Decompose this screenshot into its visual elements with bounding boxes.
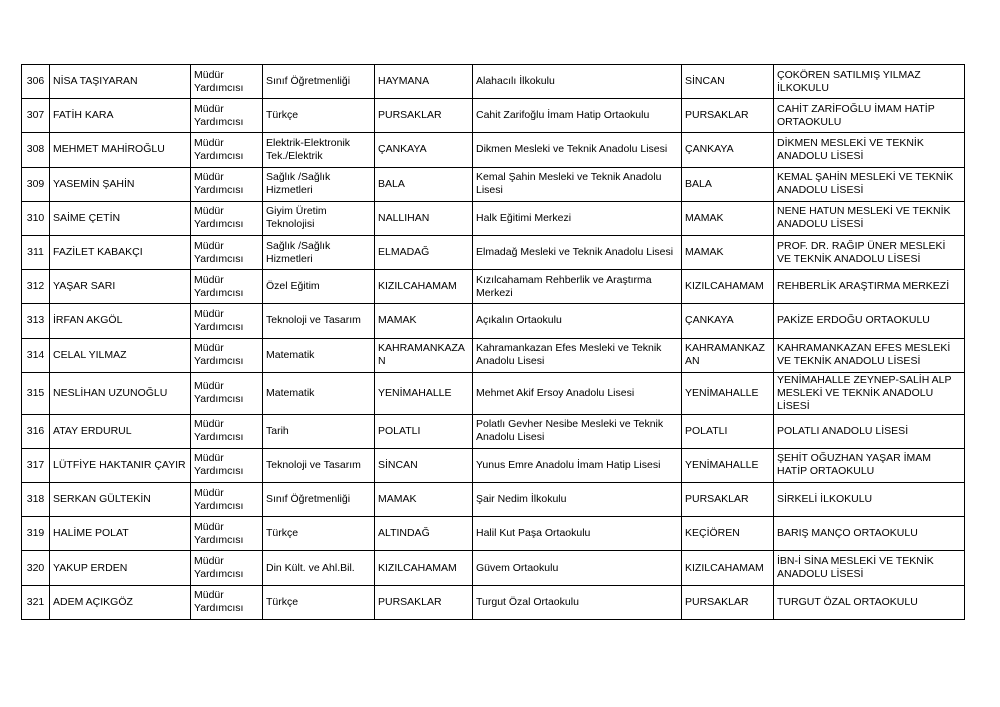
current-school: Güvem Ortaokulu bbox=[473, 551, 682, 585]
current-school: Yunus Emre Anadolu İmam Hatip Lisesi bbox=[473, 448, 682, 482]
assigned-district: PURSAKLAR bbox=[682, 585, 774, 619]
branch: Din Kült. ve Ahl.Bil. bbox=[263, 551, 375, 585]
row-number: 319 bbox=[22, 517, 50, 551]
row-number: 306 bbox=[22, 65, 50, 99]
current-school: Kemal Şahin Mesleki ve Teknik Anadolu Lisesi bbox=[473, 167, 682, 201]
assigned-school: DİKMEN MESLEKİ VE TEKNİK ANADOLU LİSESİ bbox=[774, 133, 965, 167]
row-number: 314 bbox=[22, 338, 50, 372]
table-row bbox=[22, 338, 965, 372]
current-school: Mehmet Akif Ersoy Anadolu Lisesi bbox=[473, 372, 682, 414]
branch: Giyim Üretim Teknolojisi bbox=[263, 201, 375, 235]
assigned-district: KAHRAMANKAZAN bbox=[682, 338, 774, 372]
position: Müdür Yardımcısı bbox=[191, 304, 263, 338]
position: Müdür Yardımcısı bbox=[191, 517, 263, 551]
branch: Matematik bbox=[263, 338, 375, 372]
position: Müdür Yardımcısı bbox=[191, 167, 263, 201]
assigned-school: YENİMAHALLE ZEYNEP-SALİH ALP MESLEKİ VE TEKNİK ANADOLU LİSESİ bbox=[774, 372, 965, 414]
assigned-district: KEÇİÖREN bbox=[682, 517, 774, 551]
person-name: İRFAN AKGÖL bbox=[50, 304, 191, 338]
person-name: NESLİHAN UZUNOĞLU bbox=[50, 372, 191, 414]
assigned-school: ŞEHİT OĞUZHAN YAŞAR İMAM HATİP ORTAOKULU bbox=[774, 448, 965, 482]
position: Müdür Yardımcısı bbox=[191, 65, 263, 99]
current-school: Alahacılı İlkokulu bbox=[473, 65, 682, 99]
table-row bbox=[22, 167, 965, 201]
person-name: SAİME ÇETİN bbox=[50, 201, 191, 235]
table-row bbox=[22, 551, 965, 585]
assigned-district: SİNCAN bbox=[682, 65, 774, 99]
position: Müdür Yardımcısı bbox=[191, 338, 263, 372]
person-name: ADEM AÇIKGÖZ bbox=[50, 585, 191, 619]
branch: Matematik bbox=[263, 372, 375, 414]
row-number: 317 bbox=[22, 448, 50, 482]
current-district: ALTINDAĞ bbox=[375, 517, 473, 551]
row-number: 321 bbox=[22, 585, 50, 619]
assigned-school: PAKİZE ERDOĞU ORTAOKULU bbox=[774, 304, 965, 338]
position: Müdür Yardımcısı bbox=[191, 235, 263, 269]
person-name: ATAY ERDURUL bbox=[50, 414, 191, 448]
assignment-table bbox=[21, 64, 965, 620]
assigned-district: YENİMAHALLE bbox=[682, 372, 774, 414]
row-number: 308 bbox=[22, 133, 50, 167]
row-number: 307 bbox=[22, 99, 50, 133]
table-row bbox=[22, 448, 965, 482]
current-district: BALA bbox=[375, 167, 473, 201]
branch: Sınıf Öğretmenliği bbox=[263, 483, 375, 517]
current-school: Dikmen Mesleki ve Teknik Anadolu Lisesi bbox=[473, 133, 682, 167]
assigned-district: KIZILCAHAMAM bbox=[682, 551, 774, 585]
branch: Teknoloji ve Tasarım bbox=[263, 304, 375, 338]
table-row bbox=[22, 372, 965, 414]
person-name: HALİME POLAT bbox=[50, 517, 191, 551]
position: Müdür Yardımcısı bbox=[191, 99, 263, 133]
table-row bbox=[22, 304, 965, 338]
assigned-school: POLATLI ANADOLU LİSESİ bbox=[774, 414, 965, 448]
assigned-school: PROF. DR. RAĞIP ÜNER MESLEKİ VE TEKNİK ANADOLU LİSESİ bbox=[774, 235, 965, 269]
row-number: 318 bbox=[22, 483, 50, 517]
assigned-district: KIZILCAHAMAM bbox=[682, 270, 774, 304]
position: Müdür Yardımcısı bbox=[191, 483, 263, 517]
current-school: Elmadağ Mesleki ve Teknik Anadolu Lisesi bbox=[473, 235, 682, 269]
table-row bbox=[22, 517, 965, 551]
row-number: 313 bbox=[22, 304, 50, 338]
current-district: NALLIHAN bbox=[375, 201, 473, 235]
assigned-district: ÇANKAYA bbox=[682, 304, 774, 338]
assigned-school: İBN-İ SİNA MESLEKİ VE TEKNİK ANADOLU LİSESİ bbox=[774, 551, 965, 585]
assigned-school: TURGUT ÖZAL ORTAOKULU bbox=[774, 585, 965, 619]
current-school: Kızılcahamam Rehberlik ve Araştırma Merkezi bbox=[473, 270, 682, 304]
current-district: KAHRAMANKAZAN bbox=[375, 338, 473, 372]
table-row bbox=[22, 65, 965, 99]
branch: Teknoloji ve Tasarım bbox=[263, 448, 375, 482]
position: Müdür Yardımcısı bbox=[191, 270, 263, 304]
person-name: SERKAN GÜLTEKİN bbox=[50, 483, 191, 517]
assigned-district: YENİMAHALLE bbox=[682, 448, 774, 482]
assigned-school: REHBERLİK ARAŞTIRMA MERKEZİ bbox=[774, 270, 965, 304]
table-row bbox=[22, 133, 965, 167]
person-name: NİSA TAŞIYARAN bbox=[50, 65, 191, 99]
branch: Türkçe bbox=[263, 99, 375, 133]
branch: Özel Eğitim bbox=[263, 270, 375, 304]
position: Müdür Yardımcısı bbox=[191, 372, 263, 414]
position: Müdür Yardımcısı bbox=[191, 448, 263, 482]
position: Müdür Yardımcısı bbox=[191, 133, 263, 167]
current-school: Şair Nedim İlkokulu bbox=[473, 483, 682, 517]
assigned-school: KAHRAMANKAZAN EFES MESLEKİ VE TEKNİK ANADOLU LİSESİ bbox=[774, 338, 965, 372]
person-name: YASEMİN ŞAHİN bbox=[50, 167, 191, 201]
current-district: HAYMANA bbox=[375, 65, 473, 99]
current-school: Halk Eğitimi Merkezi bbox=[473, 201, 682, 235]
person-name: YAŞAR SARI bbox=[50, 270, 191, 304]
assigned-district: PURSAKLAR bbox=[682, 483, 774, 517]
current-school: Polatlı Gevher Nesibe Mesleki ve Teknik Anadolu Lisesi bbox=[473, 414, 682, 448]
assigned-district: POLATLI bbox=[682, 414, 774, 448]
table-row bbox=[22, 235, 965, 269]
position: Müdür Yardımcısı bbox=[191, 551, 263, 585]
branch: Sınıf Öğretmenliği bbox=[263, 65, 375, 99]
table-row bbox=[22, 483, 965, 517]
assigned-district: MAMAK bbox=[682, 201, 774, 235]
position: Müdür Yardımcısı bbox=[191, 585, 263, 619]
person-name: YAKUP ERDEN bbox=[50, 551, 191, 585]
table-row bbox=[22, 201, 965, 235]
assigned-district: MAMAK bbox=[682, 235, 774, 269]
current-district: KIZILCAHAMAM bbox=[375, 270, 473, 304]
assigned-district: ÇANKAYA bbox=[682, 133, 774, 167]
person-name: LÜTFİYE HAKTANIR ÇAYIR bbox=[50, 448, 191, 482]
assigned-district: BALA bbox=[682, 167, 774, 201]
current-district: MAMAK bbox=[375, 304, 473, 338]
current-district: ELMADAĞ bbox=[375, 235, 473, 269]
row-number: 316 bbox=[22, 414, 50, 448]
branch: Sağlık /Sağlık Hizmetleri bbox=[263, 167, 375, 201]
branch: Türkçe bbox=[263, 517, 375, 551]
assigned-school: KEMAL ŞAHİN MESLEKİ VE TEKNİK ANADOLU LİSESİ bbox=[774, 167, 965, 201]
assigned-school: ÇOKÖREN SATILMIŞ YILMAZ İLKOKULU bbox=[774, 65, 965, 99]
table-row bbox=[22, 414, 965, 448]
table-row bbox=[22, 270, 965, 304]
branch: Türkçe bbox=[263, 585, 375, 619]
assigned-district: PURSAKLAR bbox=[682, 99, 774, 133]
current-district: MAMAK bbox=[375, 483, 473, 517]
current-school: Kahramankazan Efes Mesleki ve Teknik Anadolu Lisesi bbox=[473, 338, 682, 372]
table-body bbox=[22, 65, 965, 620]
row-number: 312 bbox=[22, 270, 50, 304]
assigned-school: SİRKELİ İLKOKULU bbox=[774, 483, 965, 517]
person-name: FATİH KARA bbox=[50, 99, 191, 133]
table-row bbox=[22, 585, 965, 619]
assigned-school: BARIŞ MANÇO ORTAOKULU bbox=[774, 517, 965, 551]
row-number: 320 bbox=[22, 551, 50, 585]
current-school: Turgut Özal Ortaokulu bbox=[473, 585, 682, 619]
current-school: Halil Kut Paşa Ortaokulu bbox=[473, 517, 682, 551]
branch: Sağlık /Sağlık Hizmetleri bbox=[263, 235, 375, 269]
current-school: Cahit Zarifoğlu İmam Hatip Ortaokulu bbox=[473, 99, 682, 133]
person-name: MEHMET MAHİROĞLU bbox=[50, 133, 191, 167]
assigned-school: CAHİT ZARİFOĞLU İMAM HATİP ORTAOKULU bbox=[774, 99, 965, 133]
branch: Elektrik-Elektronik Tek./Elektrik bbox=[263, 133, 375, 167]
position: Müdür Yardımcısı bbox=[191, 201, 263, 235]
table-row bbox=[22, 99, 965, 133]
branch: Tarih bbox=[263, 414, 375, 448]
current-school: Açıkalın Ortaokulu bbox=[473, 304, 682, 338]
current-district: PURSAKLAR bbox=[375, 585, 473, 619]
row-number: 309 bbox=[22, 167, 50, 201]
row-number: 310 bbox=[22, 201, 50, 235]
row-number: 315 bbox=[22, 372, 50, 414]
person-name: CELAL YILMAZ bbox=[50, 338, 191, 372]
current-district: YENİMAHALLE bbox=[375, 372, 473, 414]
current-district: POLATLI bbox=[375, 414, 473, 448]
current-district: ÇANKAYA bbox=[375, 133, 473, 167]
current-district: PURSAKLAR bbox=[375, 99, 473, 133]
person-name: FAZİLET KABAKÇI bbox=[50, 235, 191, 269]
current-district: SİNCAN bbox=[375, 448, 473, 482]
assigned-school: NENE HATUN MESLEKİ VE TEKNİK ANADOLU LİSESİ bbox=[774, 201, 965, 235]
position: Müdür Yardımcısı bbox=[191, 414, 263, 448]
current-district: KIZILCAHAMAM bbox=[375, 551, 473, 585]
row-number: 311 bbox=[22, 235, 50, 269]
